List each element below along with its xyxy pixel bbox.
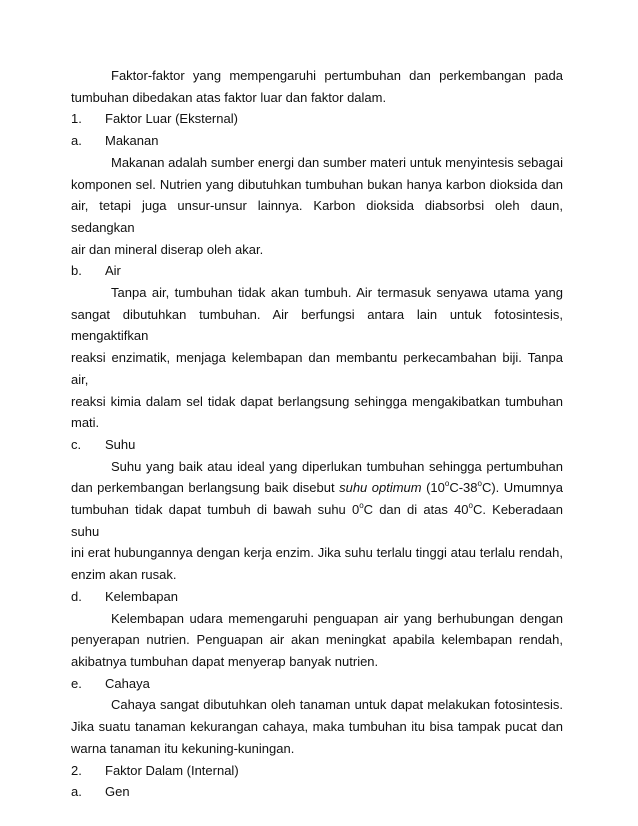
subheading-makanan	[71, 130, 563, 152]
degree-superscript: o	[468, 500, 473, 510]
subheading-gen	[71, 781, 563, 803]
document-body	[71, 65, 563, 803]
makanan-line-1: Makanan adalah sumber energi dan sumber materi untuk menyintesis sebagai	[111, 154, 563, 170]
suhu-text: tumbuhan tidak dapat tumbuh di bawah suhu 0	[71, 502, 360, 518]
air-line-1: Tanpa air, tumbuhan tidak akan tumbuh. Air termasuk senyawa utama yang	[111, 285, 563, 301]
item-title: Air	[105, 263, 121, 279]
item-title: Suhu	[105, 436, 136, 452]
suhu-text: C-38	[449, 480, 478, 496]
subheading-kelembapan	[71, 586, 563, 608]
suhu-optimum-term: suhu optimum	[339, 480, 422, 496]
item-label: c.	[71, 436, 82, 452]
cahaya-line-2: Jika suatu tanaman kekurangan cahaya, maka tumbuhan itu bisa tampak pucat dan	[71, 719, 563, 735]
suhu-line-4: ini erat hubungannya dengan kerja enzim. Jika suhu terlalu tinggi atau terlalu rendah,	[71, 545, 563, 561]
makanan-line-4: air dan mineral diserap oleh akar.	[71, 241, 264, 257]
suhu-line-1: Suhu yang baik atau ideal yang diperlukan tumbuhan sehingga pertumbuhan	[111, 458, 563, 474]
suhu-text: (10	[421, 480, 445, 496]
section-heading-internal	[71, 760, 563, 782]
kelembapan-line-3: akibatnya tumbuhan dapat menyerap banyak nutrien.	[71, 653, 379, 669]
item-label: d.	[71, 588, 82, 604]
item-title: Gen	[105, 784, 130, 800]
intro-line-2: tumbuhan dibedakan atas faktor luar dan faktor dalam.	[71, 89, 387, 105]
degree-superscript: o	[444, 479, 450, 489]
kelembapan-line-1: Kelembapan udara memengaruhi penguapan air yang berhubungan dengan	[111, 610, 563, 626]
item-label: a.	[71, 133, 82, 149]
intro-line-1: Faktor-faktor yang mempengaruhi pertumbuhan dan perkembangan pada	[111, 68, 563, 83]
item-label: b.	[71, 263, 82, 279]
section-number: 1.	[71, 111, 82, 127]
subheading-cahaya	[71, 673, 563, 695]
makanan-line-2: komponen sel. Nutrien yang dibutuhkan tumbuhan bukan hanya karbon dioksida dan	[71, 176, 563, 192]
item-title: Makanan	[105, 133, 159, 149]
item-title: Kelembapan	[105, 588, 178, 604]
degree-superscript: o	[359, 500, 364, 510]
item-label: e.	[71, 675, 82, 691]
subheading-suhu	[71, 434, 563, 456]
suhu-line-2	[71, 477, 563, 499]
suhu-text: C dan di atas 40	[363, 502, 469, 518]
makanan-line-3: air, tetapi juga unsur-unsur lainnya. Karbon dioksida diabsorbsi oleh daun, sedangkan	[71, 198, 563, 235]
section-number: 2.	[71, 762, 82, 778]
suhu-line-5: enzim akan rusak.	[71, 567, 177, 583]
suhu-text: dan perkembangan berlangsung baik disebut	[71, 480, 340, 496]
section-heading-external	[71, 108, 563, 130]
cahaya-line-3: warna tanaman itu kekuning-kuningan.	[71, 740, 295, 756]
suhu-line-3	[71, 499, 563, 542]
suhu-text: C). Umumnya	[481, 480, 564, 496]
item-title: Cahaya	[105, 675, 150, 691]
item-label: a.	[71, 784, 82, 800]
kelembapan-line-2: penyerapan nutrien. Penguapan air akan meningkat apabila kelembapan rendah,	[71, 632, 563, 648]
degree-superscript: o	[477, 479, 482, 489]
air-line-5: mati.	[71, 415, 100, 431]
section-title: Faktor Luar (Eksternal)	[105, 111, 238, 127]
air-line-2: sangat dibutuhkan tumbuhan. Air berfungsi antara lain untuk fotosintesis, mengaktifkan	[71, 306, 563, 344]
air-line-4: reaksi kimia dalam sel tidak dapat berlangsung sehingga mengakibatkan tumbuhan	[71, 393, 563, 409]
section-title: Faktor Dalam (Internal)	[105, 762, 239, 778]
air-line-3: reaksi enzimatik, menjaga kelembapan dan membantu perkecambahan biji. Tanpa air,	[71, 350, 563, 387]
subheading-air	[71, 260, 563, 282]
suhu-text: C. Keberadaan suhu	[71, 502, 563, 539]
cahaya-line-1: Cahaya sangat dibutuhkan oleh tanaman untuk dapat melakukan fotosintesis.	[111, 697, 563, 713]
